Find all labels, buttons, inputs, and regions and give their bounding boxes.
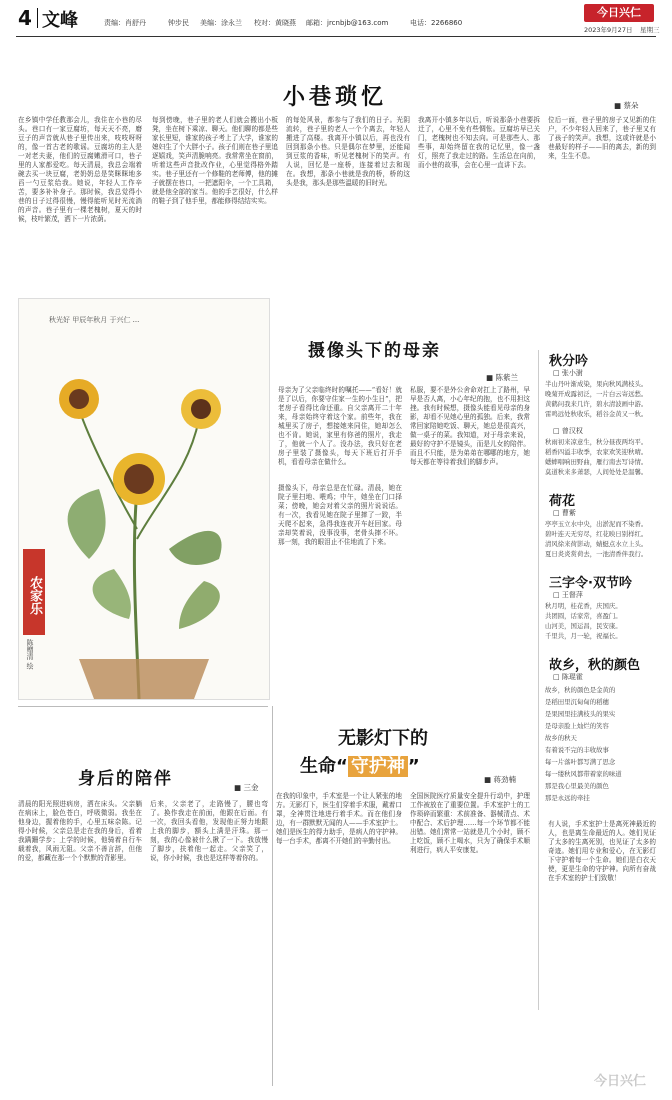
article2-author: ■ 陈紫兰	[486, 373, 518, 382]
article3-title: 身后的陪伴	[78, 769, 173, 789]
editor-credit: 责编：肖舒丹	[104, 19, 146, 27]
painting-title-seal: 农家乐	[23, 549, 45, 635]
poem-2-line: 莫道秋来多萧瑟，人间处处是温馨。	[545, 468, 648, 476]
painting-inscription: 秋光好 甲辰年秋月 于兴仁 ...	[49, 316, 140, 324]
poem-1-line: 雷鸣远处秋收乐，稻谷金黄又一秋。	[545, 410, 648, 418]
article4-title-highlight: 守护神	[348, 756, 408, 777]
article2-column-1: 母亲为了父亲临终时的嘱托——“看好！就是了以后，你要守住家一生的小生日”，把老房子看得比命还重。自父亲离开二十年来，母亲始终守着这个家。前些年，我在城里买了房子，想接她来同住，她却怎么也不肯。她说，家里有你爸的照片，我走了，他就一个人了。没办法，我只好在老房子里装了摄像头，每天下班后打开手机，看看母亲在做什么。	[278, 386, 402, 466]
vertical-divider	[272, 706, 273, 1086]
article4-author: ■ 蒋劲楠	[484, 775, 516, 784]
poem-4-author: □ 王督萍	[553, 591, 583, 599]
issue-weekday: 星期三	[640, 26, 660, 34]
poem-4-line: 秋月明，桂花香，庆国庆。	[545, 602, 622, 610]
poem-3-title: 荷花	[549, 494, 576, 509]
article1-column-3: 的每处风景，都参与了我们的日子。光阴流转，巷子里的老人一个个离去，年轻人搬进了高楼。我离开小镇以后，再也没有回到那条小巷。只是偶尔在梦里，还能闻到豆浆的香味，听见老槐树下的笑声。有人说，回忆是一座桥，连接着过去和现在。我想，那条小巷就是我的桥，桥的这头是我，那头是那些温暖的旧时光。	[286, 116, 410, 187]
article1-column-2: 每到傍晚，巷子里的老人们就会搬出小板凳，坐在树下乘凉、聊天。他们聊的都是些家长里短，谁家的孩子考上了大学，谁家的媳妇生了个大胖小子。孩子们则在巷子里追逐嬉戏，笑声清脆响亮。我常常坐在窗前，听着这些声音批改作业，心里觉得格外踏实。巷子里还有一个修鞋的老师傅，他的摊子就摆在巷口，一把遮阳伞，一个工具箱，就是他全部的家当。他的手艺很好，什么样的鞋子到了他手里，都能修得结结实实。	[152, 116, 278, 205]
issue-date: 2023年9月27日	[584, 26, 633, 34]
article3-column-2: 后来，父亲老了，走路慢了，腰也弯了。换作我走在前面，他跟在后面。有一次，我回头看他，发现他正努力地跟上我的脚步，额头上满是汗珠。那一刻，我的心像被什么揪了一下。我放慢了脚步，扶着他一起走。父亲笑了，说，你小时候，我也是这样等着你的。	[150, 800, 268, 862]
article4-column-3: 有人说，手术室护士是离死神最近的人，也是离生命最近的人。她们见证了太多的生离死别，也见证了太多的奇迹。她们用专业和爱心，在无影灯下守护着每一个生命。她们是白衣天使，更是生命的守护神。向所有奋战在手术室的护士们致敬！	[548, 820, 656, 882]
poem-5-line: 是果园里挂满枝头的果实	[545, 710, 616, 718]
poem-3-line: 夏日炎炎赏荷去，一池清香伴我行。	[545, 550, 648, 558]
artwork-painting	[18, 298, 270, 700]
poem-2-line: 蟋蟀唱响田野曲，雁行南去写诗情。	[545, 458, 648, 466]
article4-column-2: 全国医院医疗质量安全提升行动中，护理工作被放在了重要位置。手术室护士的工作琐碎而繁重：术前准备、器械清点、术中配合、术后护理……每一个环节都不能出错。她们常常一站就是几个小时，顾不上吃饭，顾不上喝水，只为了确保手术顺利进行，病人平安康复。	[410, 792, 530, 854]
article4-column-1: 在我的印象中，手术室是一个让人紧张的地方。无影灯下，医生们穿着手术服，戴着口罩，全神贯注地进行着手术。而在他们身边，有一群默默无闻的人——手术室护士。她们是医生的得力助手，是病人的守护神。每一台手术，都离不开她们的辛勤付出。	[276, 792, 402, 845]
proofreader-credit: 美编：涂永兰	[200, 19, 242, 27]
poem-5-line: 故乡的秋天	[545, 734, 577, 742]
poem-5-line: 每一片落叶都写满了思念	[545, 758, 616, 766]
horizontal-divider	[18, 706, 268, 707]
poem-2-line: 秋雨初来凉意生，秋分昼夜两均平。	[545, 438, 648, 446]
checker-credit: 校对：黄晓燕	[254, 19, 296, 27]
phone: 电话：2266860	[410, 19, 463, 27]
poem-5-line: 每一缕秋风都带着家的味道	[545, 770, 622, 778]
newspaper-logo: 今日兴仁	[584, 4, 654, 22]
watermark-logo: 今日兴仁	[594, 1074, 647, 1089]
poem-4-line: 千里共，月一轮，祝福长。	[545, 632, 622, 640]
poem-1-title: 秋分吟	[549, 354, 589, 369]
poem-4-title: 三字令·双节吟	[549, 576, 632, 591]
poem-4-line: 共团圆，话家常，喜盈门。	[545, 612, 622, 620]
article2-column-3: 私服，要不是外公舍命对扛上了路州，早早是否人离，小心年纪的抱，也不用担这挫。我有时候想，摄像头能看见母亲的身影，却看不见她心里的孤独。后来，我常常回家陪她吃饭、聊天，她总是很高兴，做一桌子的菜。我知道，对于母亲来说，最好的守护不是镜头，而是儿女的陪伴。而且不只能，是为弟弟在哪哪的地方，她每天都在等待着我们的脚步声。	[410, 386, 530, 466]
poem-3-author: □ 曹紫	[553, 509, 576, 517]
article1-column-1: 在乡镇中学任教那会儿，我住在小巷的尽头。巷口有一家豆腐坊，每天天不亮，磨豆子的声音就从巷子里传出来，吱吱呀呀的，像一首古老的歌谣。豆腐坊的主人是一对老夫妻，他们的豆腐嫩滑可口，巷子里的人家都爱吃。每天清晨，我总会端着碗去买一块豆腐，老奶奶总是笑眯眯地多舀一勺豆浆给我。她说，年轻人工作辛苦，要多补补身子。那时候，我总觉得小巷的日子过得很慢，慢得能听见时光流淌的声音。巷子里有一棵老槐树，夏天的时候，枝叶繁茂，洒下一片浓荫。	[18, 116, 142, 223]
poem-3-line: 碧叶连天无穷尽，红花映日别样红。	[545, 530, 648, 538]
poem-5-line: 是稻田里沉甸甸的稻穗	[545, 698, 609, 706]
poem-3-line: 亭亭玉立水中央，出淤泥而不染香。	[545, 520, 648, 528]
article4-title-line2	[300, 752, 420, 778]
article4-title-prefix: 生命“	[300, 756, 348, 777]
masthead-rule	[16, 36, 656, 37]
masthead	[0, 0, 672, 38]
page-number: 4	[18, 6, 32, 30]
poem-5-line: 故乡，秋的颜色是金黄的	[545, 686, 616, 694]
poem-5-author: □ 陈琨霍	[553, 673, 583, 681]
email: 邮箱：jrcnbjb@163.com	[306, 19, 389, 27]
poem-2-line: 稻香四溢丰收季，农家欢笑迎秋晴。	[545, 448, 648, 456]
article2-title: 摄像头下的母亲	[308, 341, 441, 361]
designer-credit: 钟步民	[168, 19, 189, 27]
sunflower-illustration	[19, 299, 269, 699]
article1-author: ■ 蔡朵	[614, 101, 639, 110]
poem-4-line: 山河美，国运昌，民安康。	[545, 622, 622, 630]
poem-2-author: □ 曾汉权	[553, 427, 583, 435]
article4-title-suffix: ”	[407, 756, 420, 777]
article4-title-line1: 无影灯下的	[338, 728, 428, 749]
article3-column-1: 清晨的阳光照进病房，洒在床头。父亲躺在病床上，脸色苍白，呼吸微弱。我坐在他身边，握着他的手，心里五味杂陈。记得小时候，父亲总是走在我的身后，看着我蹒跚学步；上学的时候，他骑着自行车载着我，风雨无阻。父亲不善言辞，但他的爱，都藏在那一个个默默的背影里。	[18, 800, 142, 862]
poem-1-line: 晚菊开成露初泛，一片白云寄远愁。	[545, 390, 648, 398]
article1-title: 小巷琐忆	[283, 85, 388, 110]
article2-column-2: 摄像头下，母亲总是在忙碌。清晨，她在院子里扫地、喂鸡；中午，她坐在门口择菜；傍晚，她会对着父亲的照片说说话。有一次，我看见她在院子里摔了一跤，半天爬不起来，急得我连夜开车赶回家。母亲却笑着说，没事没事，老骨头摔不坏。那一刻，我的眼泪止不住地流了下来。	[278, 484, 402, 546]
masthead-divider	[37, 8, 38, 28]
poem-1-line: 半山丹叶渐成染，果向秋风满枝头。	[545, 380, 648, 388]
poem-1-line: 黄鹤问我来几许，碧水清波画中游。	[545, 400, 648, 408]
article3-author: ■ 三金	[234, 783, 259, 792]
painting-artist: 陈赠清 绘	[26, 639, 34, 670]
poem-5-line: 那是永远的牵挂	[545, 794, 590, 802]
poem-1-author: □ 张小澍	[553, 369, 583, 377]
poem-3-line: 清风徐来荷影动，蜻蜓点水立上头。	[545, 540, 648, 548]
poem-5-title: 故乡，秋的颜色	[549, 658, 641, 673]
poem-5-line: 有着说不完的丰收故事	[545, 746, 609, 754]
section-name: 文峰	[42, 10, 78, 31]
article1-column-4: 我离开小镇多年以后，听说那条小巷要拆迁了，心里不免有些惆怅。豆腐坊早已关门，老槐树也不知去向。可是那些人、那些事，却始终留在我的记忆里，像一盏灯，照亮了我走过的路。生活总在向前，而小巷的故事，会在心里一直讲下去。	[418, 116, 540, 169]
article1-column-5: 位后一面，巷子里的房子又见新的住户，不少年轻人回来了，巷子里又有了孩子的笑声。我想，这或许就是小巷最好的样子——旧的离去，新的到来，生生不息。	[548, 116, 656, 160]
poem-5-line: 是母亲脸上灿烂的笑容	[545, 722, 609, 730]
poem-5-line: 那是我心里最美的颜色	[545, 782, 609, 790]
